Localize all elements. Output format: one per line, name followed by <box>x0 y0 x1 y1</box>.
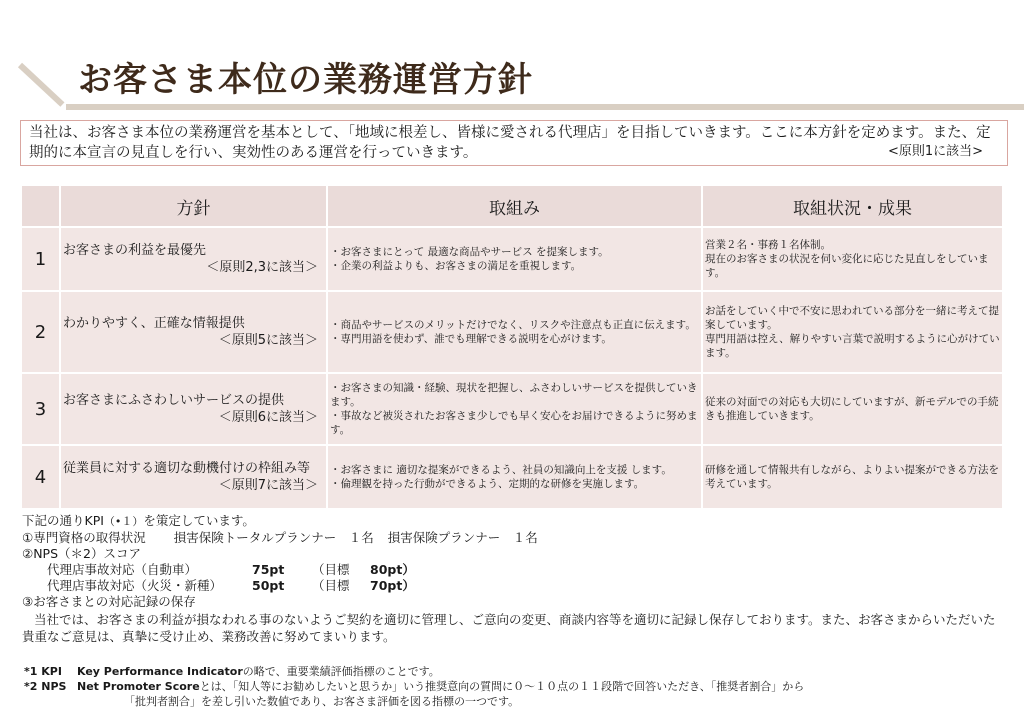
policy-cell <box>60 227 327 291</box>
header-rule <box>66 104 1024 110</box>
actions-cell <box>327 291 702 373</box>
kpi-intro-suffix: を策定しています。 <box>143 513 255 528</box>
policy-title: 従業員に対する適切な動機付けの枠組み等 <box>63 461 311 476</box>
kpi-nps-fire <box>22 578 1007 594</box>
status-cell <box>702 227 1003 291</box>
header-policy: 方針 <box>60 185 327 227</box>
status-item: 現在のお客さまの状況を伺い変化に応じた見直しをしています。 <box>705 253 989 279</box>
status-item: 従来の対面での対応も大切にしていますが、新モデルでの手続きも推進していきます。 <box>705 396 999 422</box>
kpi-intro-note: （•１） <box>103 515 144 528</box>
footnote-kpi-term: Key Performance Indicator <box>77 665 243 678</box>
action-item: ・専門用語を使わず、誰でも理解できる説明を心がけます。 <box>330 333 612 345</box>
header-actions: 取組み <box>327 185 702 227</box>
kpi-item3-label: ③お客さまとの対応記録の保存 <box>22 594 196 609</box>
footnote-kpi <box>24 664 1004 679</box>
kpi-nps-auto <box>22 562 1007 578</box>
footnote-kpi-key: *1 KPI <box>24 665 62 678</box>
footnote-nps-text: とは、「知人等にお勧めしたいと思うか」いう推奨意向の質問に０～１０点の１１段階で回答いただき、「推奨者割合」から <box>199 680 805 693</box>
kpi-item2-label: ②NPS（＊2）スコア <box>22 546 141 561</box>
policy-cell <box>60 373 327 445</box>
nps-auto-target: 80pt） <box>370 562 415 577</box>
kpi-intro <box>22 513 1007 530</box>
status-cell <box>702 445 1003 509</box>
footnote-nps-continued: 「批判者割合」を差し引いた数値であり、お客さま評価を図る指標の一つです。 <box>124 695 520 708</box>
nps-auto-target-prefix: （目標 <box>312 562 350 577</box>
kpi-item-certification <box>22 530 1007 546</box>
policy-cell <box>60 291 327 373</box>
row-number: 4 <box>21 445 60 509</box>
footnote-kpi-text: の略で、重要業績評価指標のことです。 <box>242 665 440 678</box>
action-item: ・お客さまに 適切な提案ができるよう、社員の知識向上を支援 します。 <box>330 464 672 476</box>
action-item: ・商品やサービスのメリットだけでなく、リスクや注意点も正直に伝えます。 <box>330 319 696 331</box>
footnote-nps-key: *2 NPS <box>24 680 67 693</box>
nps-fire-target: 70pt） <box>370 578 415 593</box>
kpi-intro-prefix: 下記の通りKPI <box>22 513 104 528</box>
nps-fire-score: 50pt <box>252 578 285 593</box>
header-status: 取組状況・成果 <box>702 185 1003 227</box>
decorative-diagonal-line <box>18 63 65 107</box>
actions-cell <box>327 227 702 291</box>
table-row <box>21 373 1003 445</box>
action-item: ・お客さまにとって 最適な商品やサービス を提案します。 <box>330 246 609 258</box>
kpi-records-text: 当社では、お客さまの利益が損なわれる事のないようご契約を適切に管理し、ご意向の変更、商談内容等を適切に記録し保存しております。また、お客さまからいただいた貴重なご意見は、真摯に受け止め、業務改善に努めてまいります。 <box>22 612 996 644</box>
policy-reference: ＜原則7に該当＞ <box>218 478 318 493</box>
policy-reference: ＜原則5に該当＞ <box>218 333 318 348</box>
table-row <box>21 227 1003 291</box>
policy-reference: ＜原則6に該当＞ <box>218 410 318 425</box>
policy-title: お客さまにふさわしいサービスの提供 <box>63 393 285 408</box>
nps-fire-label: 代理店事故対応（火災・新種） <box>47 578 223 593</box>
status-item: お話をしていく中で不安に思われている部分を一緒に考えて提案しています。 <box>705 305 999 331</box>
status-item: 研修を通して情報共有しながら、よりよい提案ができる方法を考えています。 <box>705 464 999 490</box>
kpi-item1-a: 損害保険トータルプランナー １名 <box>173 530 374 545</box>
policy-table <box>20 184 1004 510</box>
actions-cell <box>327 445 702 509</box>
action-item: ・企業の利益よりも、お客さまの満足を重視します。 <box>330 260 582 272</box>
nps-fire-target-prefix: （目標 <box>312 578 350 593</box>
status-item: 営業２名・事務１名体制。 <box>705 239 831 251</box>
action-item: ・お客さまの知識・経験、現状を把握し、ふさわしいサービスを提供していきます。 <box>330 382 698 408</box>
table-header-row <box>21 185 1003 227</box>
kpi-section <box>22 513 1007 645</box>
intro-text: 当社は、お客さま本位の業務運営を基本として、「地域に根差し、皆様に愛される代理店」を目指していきます。ここに本方針を定めます。また、定期的に本宣言の見直しを行い、実効性のある運営を行っていきます。 <box>29 125 991 161</box>
intro-box <box>20 120 1008 166</box>
intro-reference: <原則1に該当> <box>887 144 983 159</box>
policy-reference: ＜原則2,3に該当＞ <box>206 260 318 275</box>
nps-auto-label: 代理店事故対応（自動車） <box>47 562 198 577</box>
actions-cell <box>327 373 702 445</box>
policy-title: わかりやすく、正確な情報提供 <box>63 316 245 331</box>
nps-auto-score: 75pt <box>252 562 285 577</box>
action-item: ・事故など被災されたお客さま少しでも早く安心をお届けできるように努めます。 <box>330 410 698 436</box>
status-item: 専門用語は控え、解りやすい言葉で説明するように心がけています。 <box>705 333 1000 359</box>
table-row <box>21 291 1003 373</box>
footnote-nps <box>24 679 1004 694</box>
footnote-nps-term: Net Promoter Score <box>77 680 200 693</box>
footnotes <box>24 664 1004 709</box>
kpi-item1-b: 損害保険プランナー １名 <box>387 530 538 545</box>
policy-cell <box>60 445 327 509</box>
page-title: お客さま本位の業務運営方針 <box>78 60 533 100</box>
row-number: 1 <box>21 227 60 291</box>
kpi-item-nps <box>22 546 1007 562</box>
table-row <box>21 445 1003 509</box>
row-number: 3 <box>21 373 60 445</box>
kpi-item-records <box>22 594 1007 610</box>
row-number: 2 <box>21 291 60 373</box>
action-item: ・倫理観を持った行動ができるよう、定期的な研修を実施します。 <box>330 478 645 490</box>
header-number <box>21 185 60 227</box>
status-cell <box>702 291 1003 373</box>
policy-title: お客さまの利益を最優先 <box>63 243 207 258</box>
kpi-item1-label: ①専門資格の取得状況 <box>22 530 146 545</box>
status-cell <box>702 373 1003 445</box>
